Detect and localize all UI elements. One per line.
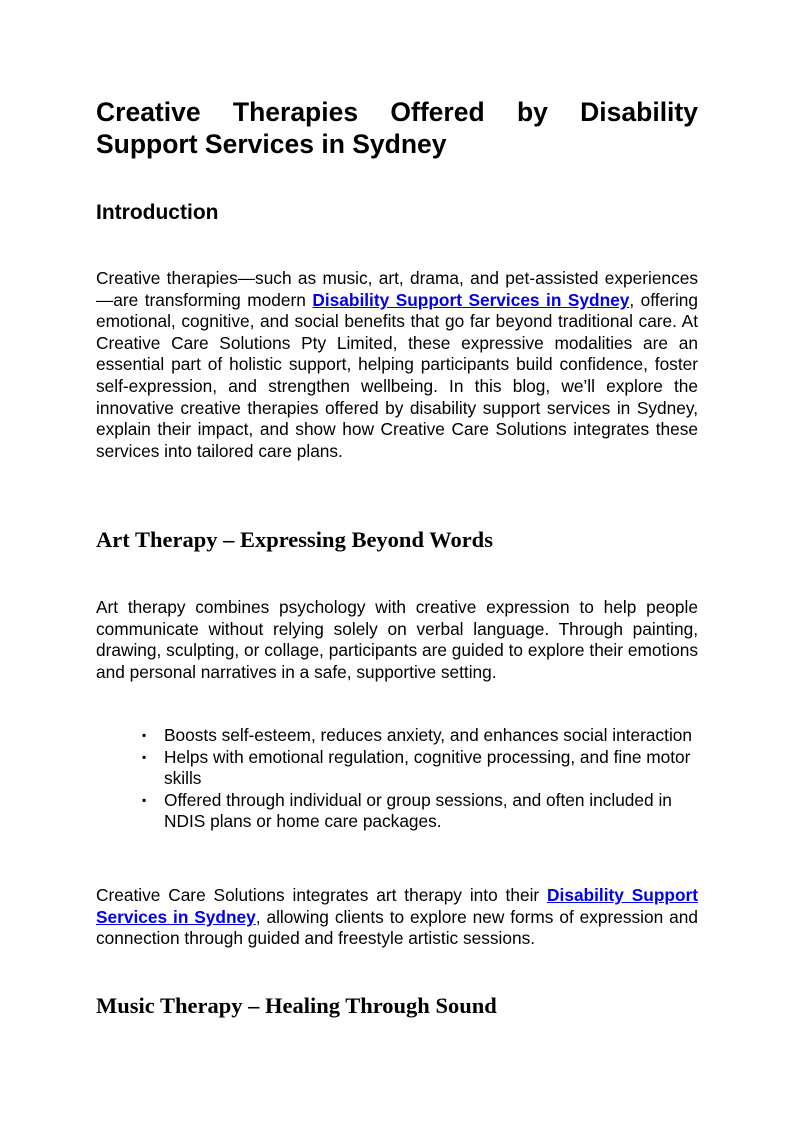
list-item (138, 725, 698, 747)
bullet-icon: ▪ (142, 728, 147, 742)
disability-support-link[interactable]: Disability Support Services in Sydney (312, 289, 630, 310)
list-item (138, 747, 698, 790)
closing-text-end: , allowing clients to explore new forms of expression and connection through guided and freestyle artistic sessions. (96, 906, 698, 949)
closing-text-start: Creative Care Solutions integrates art therapy into their (96, 885, 548, 905)
list-item (138, 790, 698, 833)
bullet-icon: ▪ (142, 749, 147, 764)
music-therapy-heading: Music Therapy – Healing Through Sound (96, 993, 497, 1018)
art-therapy-closing-paragraph (96, 885, 698, 950)
bullet-icon: ▪ (142, 792, 147, 807)
art-therapy-heading: Art Therapy – Expressing Beyond Words (96, 527, 493, 552)
art-therapy-paragraph: Art therapy combines psychology with creative expression to help people communicate without relying solely on verbal language. Through painting, drawing, sculpting, or collage, participants are guided to explore their emotions and personal narratives in a safe, supportive setting. (96, 597, 698, 682)
art-therapy-benefits-list (138, 725, 698, 833)
document-page (96, 96, 698, 1018)
list-item-text: Offered through individual or group sessions, and often included in NDIS plans or home care packages. (164, 789, 672, 832)
introduction-heading: Introduction (96, 201, 219, 224)
intro-text-start: Creative therapies—such as music, art, drama, and pet-assisted experiences—are transforming modern (96, 268, 698, 310)
page-title: Creative Therapies Offered by Disability Support Services in Sydney (96, 97, 698, 159)
list-item-text: Boosts self-esteem, reduces anxiety, and enhances social interaction (164, 725, 693, 745)
disability-support-link-2[interactable]: Disability Support Services in Sydney (96, 885, 698, 927)
intro-text-end: , offering emotional, cognitive, and social benefits that go far beyond traditional care. At Creative Care Solutions Pty Limited, these expressive modalities are an essential part of holistic support, helping participants build confidence, foster self-expression, and strengthen wellbeing. In this blog, we’ll explore the innovative creative therapies offered by disability support services in Sydney, explain their impact, and show how Creative Care Solutions integrates these services into tailored care plans. (96, 289, 698, 461)
introduction-paragraph (96, 268, 698, 462)
list-item-text: Helps with emotional regulation, cognitive processing, and fine motor skills (164, 746, 691, 789)
